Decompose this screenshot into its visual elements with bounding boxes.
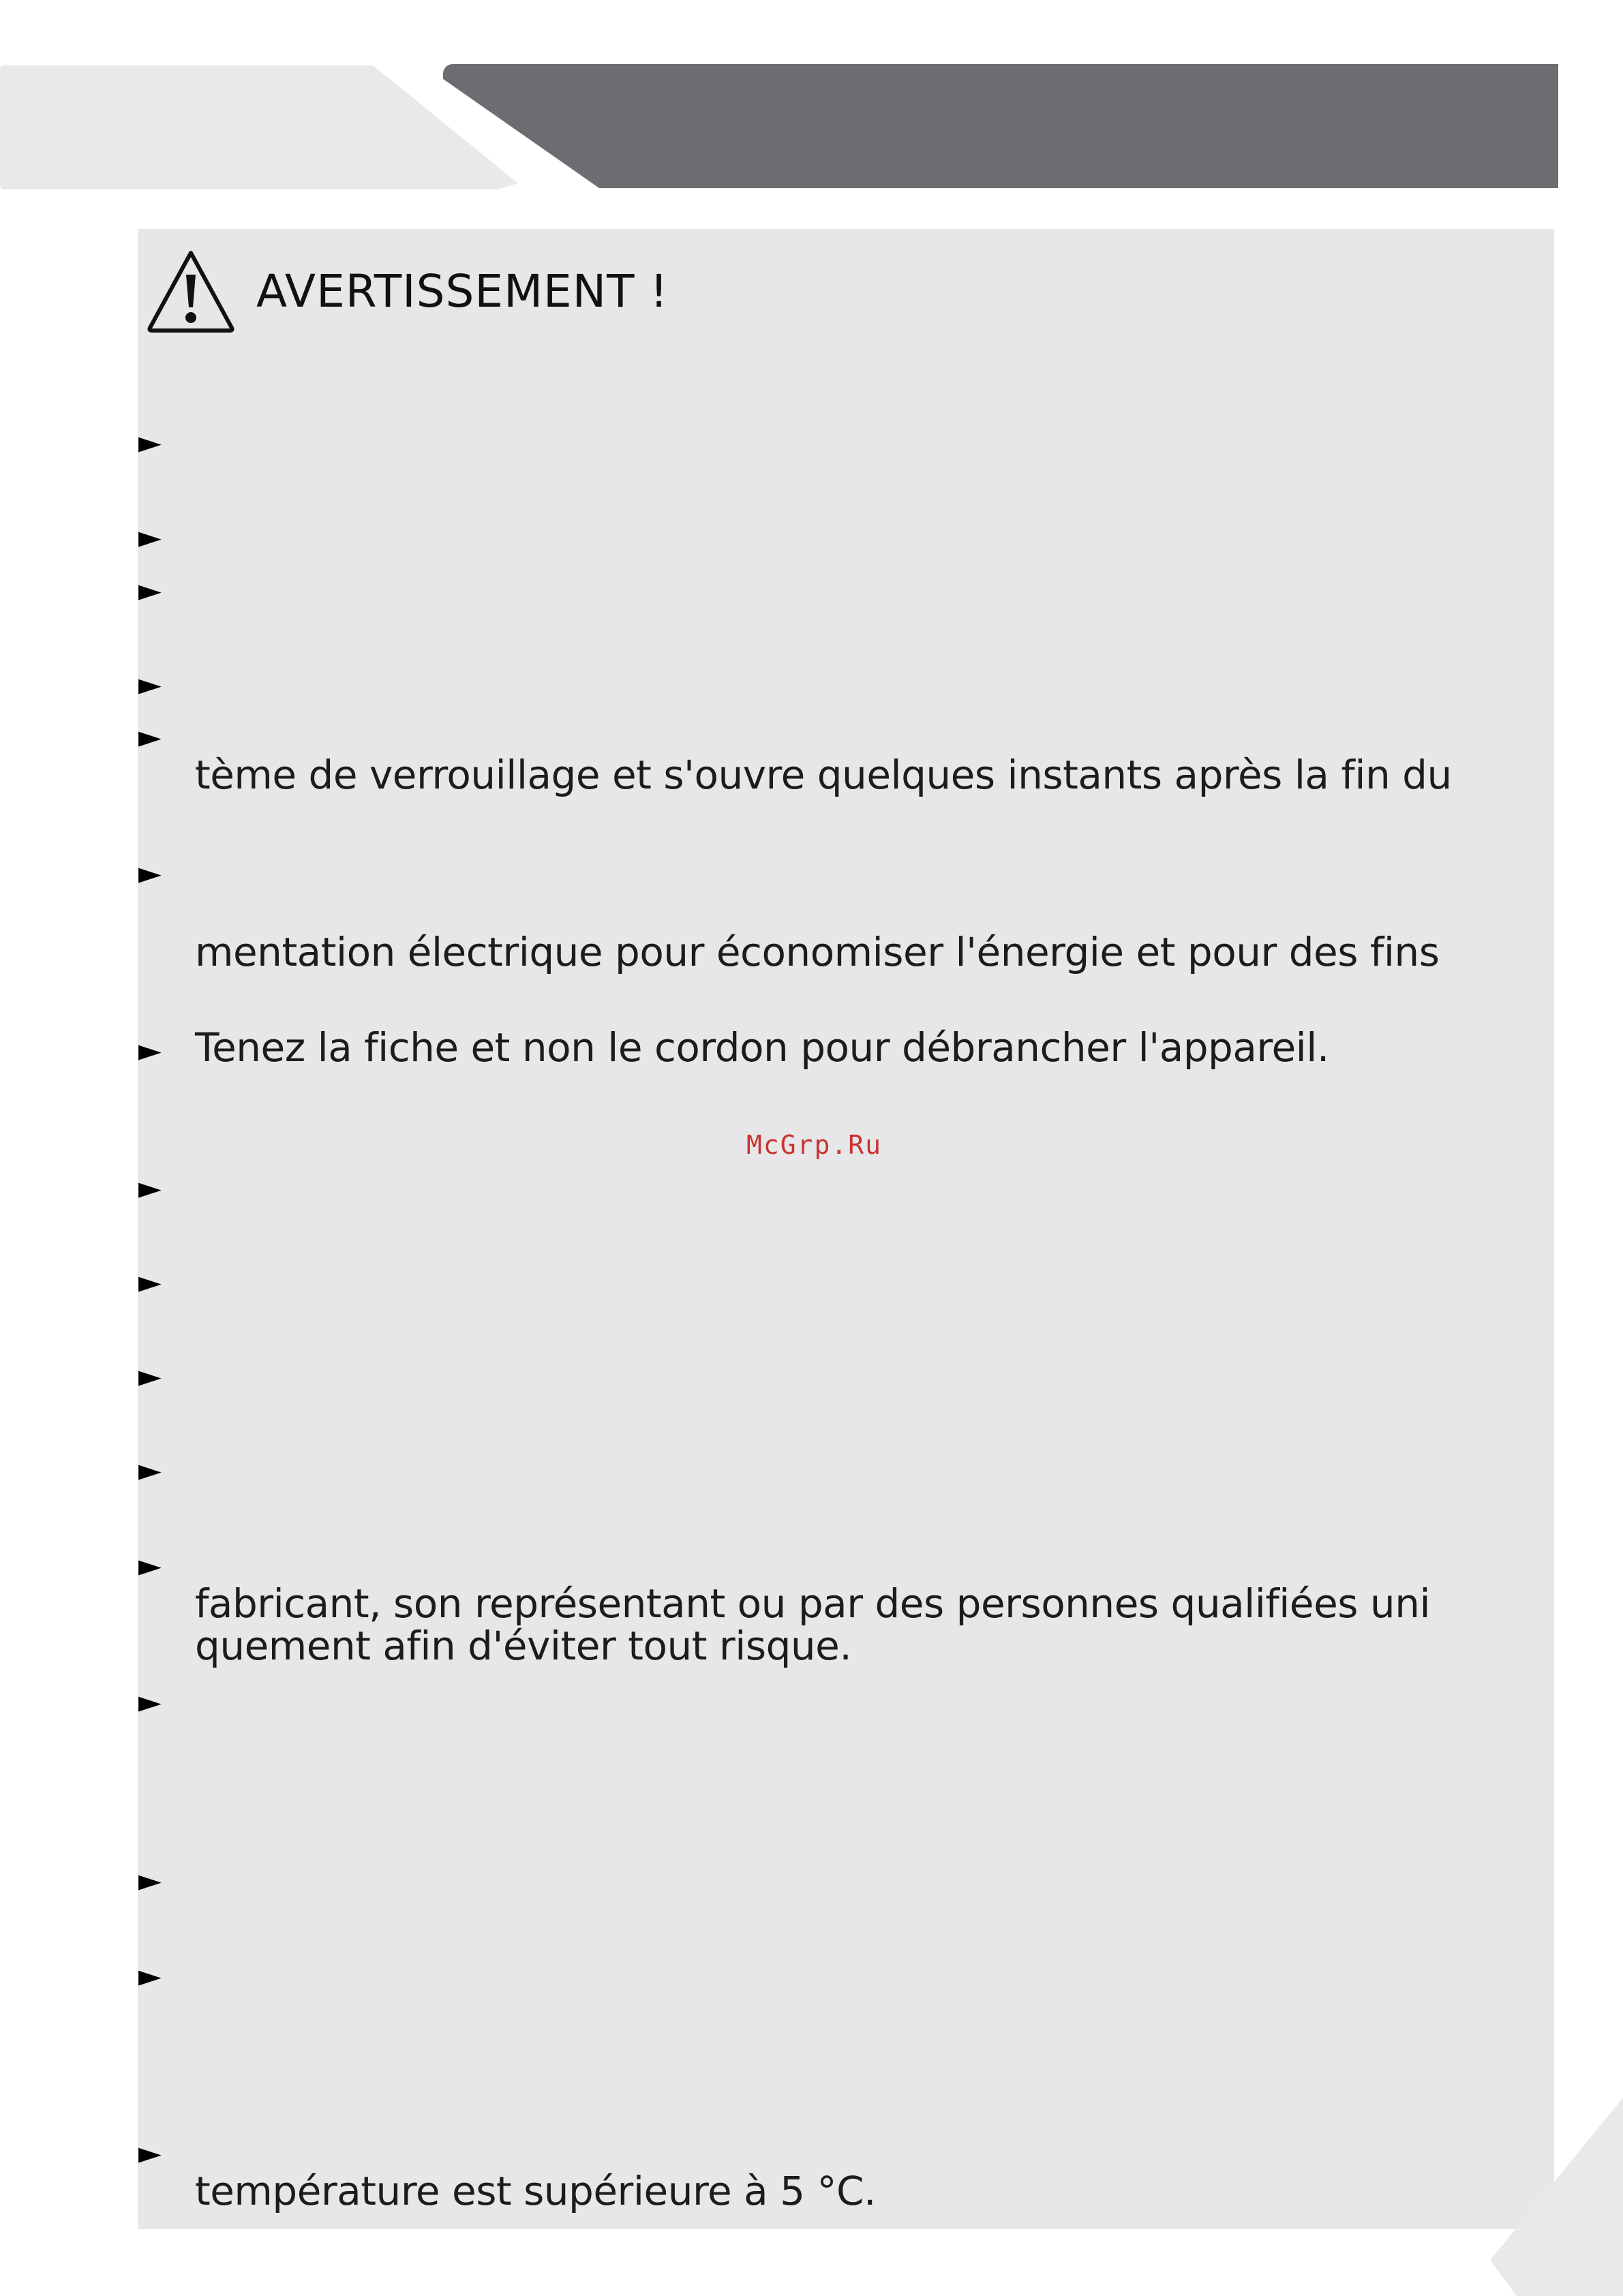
bullet-marker: ► — [138, 856, 162, 891]
warning-header — [145, 247, 669, 335]
warning-text-line: fabricant, son représentant ou par des personnes qualifiées uni — [195, 1580, 1431, 1627]
bullet-marker: ► — [138, 720, 162, 754]
bullet-marker: ► — [138, 2136, 162, 2171]
warning-text-line: quement afin d'éviter tout risque. — [195, 1623, 852, 1669]
header-band — [443, 64, 1558, 188]
warning-triangle-icon — [145, 247, 237, 335]
watermark-text: McGrp.Ru — [746, 1130, 883, 1160]
bullet-marker: ► — [138, 1685, 162, 1719]
bullet-marker: ► — [138, 1863, 162, 1898]
bullet-marker: ► — [138, 1548, 162, 1583]
warning-title: AVERTISSEMENT ! — [256, 264, 669, 318]
bullet-marker: ► — [138, 1359, 162, 1394]
bullet-marker: ► — [138, 425, 162, 460]
bullet-marker: ► — [138, 1959, 162, 1993]
bullet-marker: ► — [138, 667, 162, 702]
warning-text-line: Tenez la fiche et non le cordon pour débrancher l'appareil. — [195, 1024, 1329, 1071]
bullet-marker: ► — [138, 1453, 162, 1488]
bullet-marker: ► — [138, 1171, 162, 1206]
warning-text-line: mentation électrique pour économiser l'énergie et pour des fins — [195, 929, 1440, 975]
warning-text-line: température est supérieure à 5 °C. — [195, 2168, 876, 2214]
bullet-marker: ► — [138, 573, 162, 608]
warning-text-line: tème de verrouillage et s'ouvre quelques instants après la fin du — [195, 752, 1452, 798]
bullet-marker: ► — [138, 1265, 162, 1300]
bullet-marker: ► — [138, 1033, 162, 1068]
header-tab-left — [0, 65, 518, 189]
bullet-marker: ► — [138, 520, 162, 555]
content-panel — [138, 229, 1554, 2229]
